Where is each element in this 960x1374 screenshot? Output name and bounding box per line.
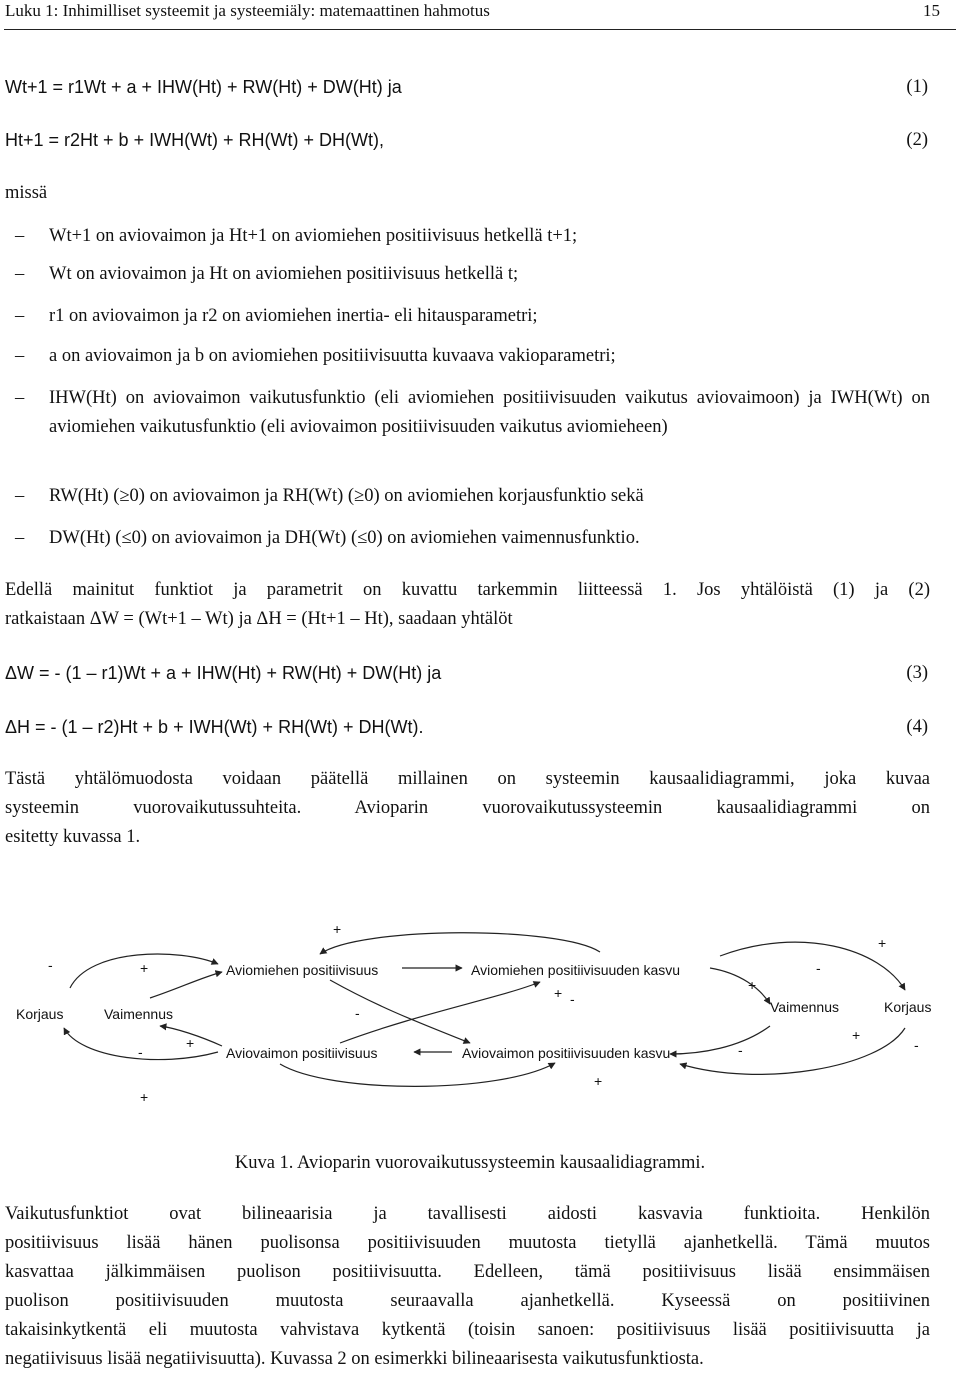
definition-text: a on aviovaimon ja b on aviomiehen positiivisuutta kuvaava vakioparametri; [49,346,616,366]
arrow-husband-to-wife-change [330,980,470,1043]
sign-minus-right-low: - [914,1037,919,1053]
paragraph-line: systeemin vuorovaikutussuhteita. Avioparin vuorovaikutussysteemin kausaalidiagrammi on [5,798,930,818]
node-wife-positivity: Aviovaimon positiivisuus [226,1045,378,1061]
sign-mid-minus-left: - [138,1044,143,1060]
paragraph-line: negatiivisuus lisää negatiivisuutta). Kuvassa 2 on esimerkki bilineaarisesta vaikutusfunktiosta. [5,1349,704,1369]
arrow-right-loop-bottom [680,1028,905,1074]
dash-marker: – [15,226,25,246]
node-wife-change: Aviovaimon positiivisuuden kasvu [462,1045,671,1061]
sign-left-minus: - [48,957,53,973]
list-item [5,342,930,372]
definition-text: r1 on aviovaimon ja r2 on aviomiehen inertia- eli hitausparametri; [49,306,538,326]
dash-marker: – [15,388,25,408]
sign-left-plus: + [140,960,149,976]
equation-2: Ht+1 = r2Ht + b + IWH(Wt) + RH(Wt) + DH(Wt), [5,130,385,150]
paragraph-line: Tästä yhtälömuodosta voidaan päätellä millainen on systeemin kausaalidiagrammi, joka kuvaa [5,769,930,789]
sign-bottom-plus-center: + [594,1073,603,1089]
dash-marker: – [15,346,25,366]
arrow-vaimennus-left [150,972,222,998]
list-item [5,482,930,512]
definition-text: DW(Ht) (≤0) on aviovaimon ja DH(Wt) (≤0) on aviomiehen vaimennusfunktio. [49,528,640,548]
paragraph-1 [5,576,930,634]
list-item [5,302,930,332]
node-husband-positivity: Aviomiehen positiivisuus [226,962,379,978]
header-divider [4,29,956,30]
definition-text: RW(Ht) (≥0) on aviovaimon ja RH(Wt) (≥0) on aviomiehen korjausfunktio sekä [49,486,644,506]
paragraph-line: positiivisuus lisää hänen puolisonsa positiivisuuden muutosta tietyllä ajanhetkellä. Tämä muutos [5,1233,930,1253]
definition-text: Wt on aviovaimon ja Ht on aviomiehen positiivisuus hetkellä t; [49,264,519,284]
equation-1: Wt+1 = r1Wt + a + IHW(Ht) + RW(Ht) + DW(Ht) ja [5,77,402,97]
arrow-bottom-arc [280,1063,555,1086]
page-header [5,0,940,27]
definition-text: IHW(Ht) on aviovaimon vaikutusfunktio (eli aviomiehen positiivisuuden vaikutus aviovaimoon) ja IWH(Wt) on aviomiehen vaikutusfunktio (eli aviovaimon positiivisuuden vaikutus aviomieheen) [49,388,930,437]
paragraph-line: Edellä mainitut funktiot ja parametrit on kuvattu tarkemmin liitteessä 1. Jos yhtälöistä (1) ja (2) [5,580,930,600]
equation-1-number: (1) [906,77,928,97]
sign-mid-plus-left: + [186,1035,195,1051]
list-item [5,524,930,554]
list-item [5,222,930,252]
arrow-vaimennus-right-in [710,968,770,1004]
arrow-top-arc [320,933,600,954]
sign-plus-right-low: + [554,985,563,1001]
list-item [5,260,930,290]
equation-4: ΔH = - (1 – r2)Ht + b + IWH(Wt) + RH(Wt) + DH(Wt). [5,717,424,737]
dash-marker: – [15,486,25,506]
node-husband-change: Aviomiehen positiivisuuden kasvu [471,962,681,978]
page-number: 15 [923,1,940,20]
chapter-title: Luku 1: Inhimilliset systeemit ja systeemiäly: matemaattinen hahmotus [5,1,490,20]
paragraph-line: kasvattaa jälkimmäisen puolison positiivisuutta. Edelleen, tämä positiivisuus lisää ensimmäisen [5,1262,930,1282]
equation-2-number: (2) [906,130,928,150]
sign-right-plus: + [748,977,757,993]
dash-marker: – [15,528,25,548]
dash-marker: – [15,264,25,284]
sign-right-minus: - [816,960,821,976]
figure-caption: Kuva 1. Avioparin vuorovaikutussysteemin kausaalidiagrammi. [234,1153,706,1173]
missa-label: missä [5,183,48,203]
paragraph-3 [5,1200,930,1374]
paragraph-2 [5,765,930,852]
paragraph-line: puolison positiivisuuden muutosta seuraavalla ajanhetkellä. Kyseessä on positiivinen [5,1291,930,1311]
sign-center-minus: - [570,991,575,1007]
causal-diagram [0,918,960,1118]
sign-mid-plus-right: + [852,1027,861,1043]
definition-text: Wt+1 on aviovaimon ja Ht+1 on aviomiehen positiivisuus hetkellä t+1; [49,226,578,246]
paragraph-line: Vaikutusfunktiot ovat bilineaarisia ja tavallisesti aidosti kasvavia funktioita. Henkilön [5,1204,930,1224]
paragraph-line: ratkaistaan ΔW = (Wt+1 – Wt) ja ΔH = (Ht+1 – Ht), saadaan yhtälöt [5,609,513,629]
paragraph-line: esitetty kuvassa 1. [5,827,141,847]
equation-3-number: (3) [906,663,928,683]
arrow-wife-to-husband-change [340,982,540,1043]
equation-4-number: (4) [906,717,928,737]
sign-bottom-plus-left: + [140,1089,149,1105]
node-vaimennus-left: Vaimennus [104,1006,174,1022]
node-vaimennus-right: Vaimennus [770,999,840,1015]
arrow-vaimennus-right-out [670,1026,770,1054]
sign-mid-minus-right: - [738,1042,743,1058]
list-item [5,384,930,474]
node-korjaus-right: Korjaus [884,999,932,1015]
sign-top-right-plus: + [878,935,887,951]
dash-marker: – [15,306,25,326]
node-korjaus-left: Korjaus [16,1006,64,1022]
sign-top-plus: + [333,921,342,937]
equation-3: ΔW = - (1 – r1)Wt + a + IHW(Ht) + RW(Ht) + DW(Ht) ja [5,663,442,683]
sign-center-minus: - [355,1005,360,1021]
paragraph-line: takaisinkytkentä eli muutosta vahvistava kytkentä (toisin sanoen: positiivisuus lisää positiivisuutta ja [5,1320,930,1340]
